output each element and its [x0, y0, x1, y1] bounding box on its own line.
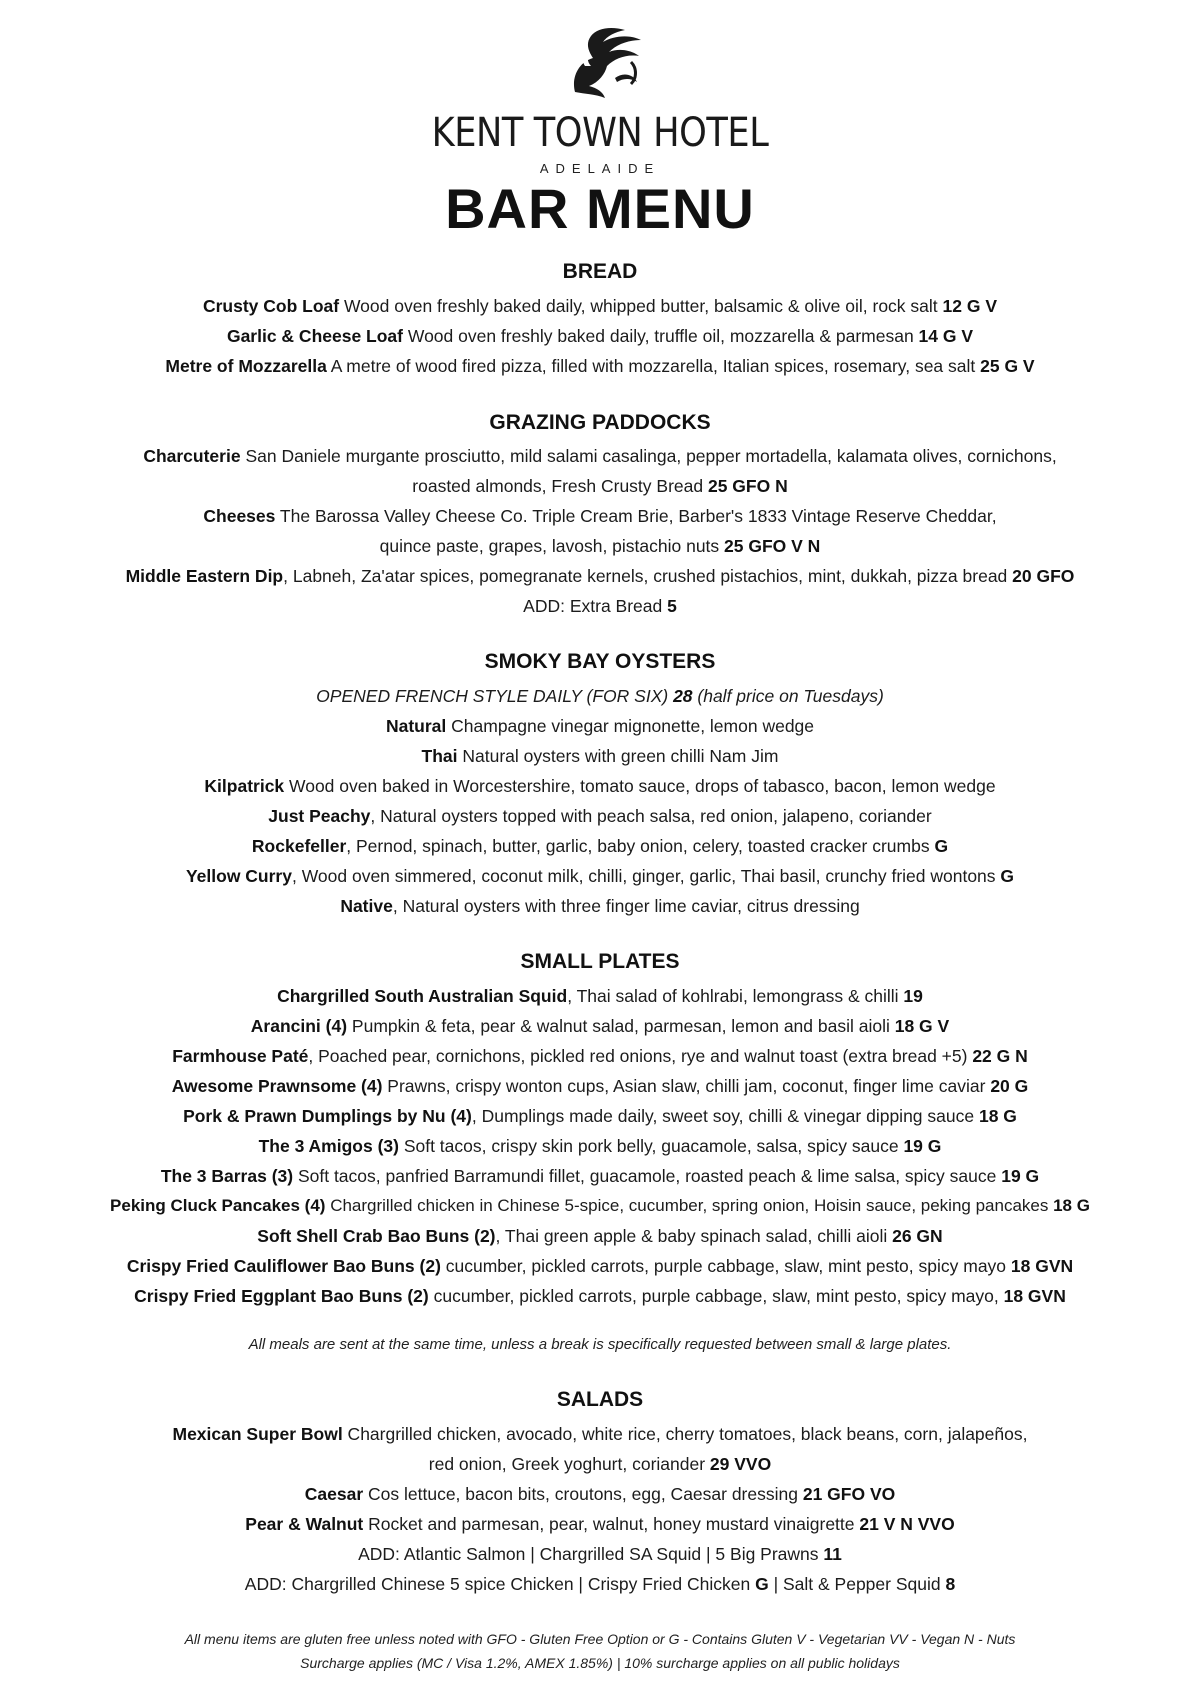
- menu-item: [0, 1482, 1200, 1506]
- item-price: G: [1000, 866, 1015, 886]
- subtitle-text: OPENED FRENCH STYLE DAILY (FOR SIX): [316, 686, 674, 706]
- item-name: Soft Shell Crab Bao Buns (2): [257, 1226, 496, 1246]
- item-name: Pork & Prawn Dumplings by Nu (4): [183, 1106, 472, 1126]
- menu-item: [0, 864, 1200, 888]
- section-title-oysters: SMOKY BAY OYSTERS: [484, 650, 716, 673]
- item-name: Crispy Fried Cauliflower Bao Buns (2): [126, 1256, 441, 1276]
- item-desc: cucumber, pickled carrots, purple cabbage, slaw, mint pesto, spicy mayo,: [428, 1286, 1004, 1306]
- item-price: 14 G V: [918, 326, 974, 346]
- oysters-subtitle: [0, 684, 1200, 708]
- item-name: Caesar: [304, 1484, 364, 1504]
- menu-item: [0, 564, 1200, 588]
- menu-add: [0, 1572, 1200, 1596]
- item-desc: , Thai green apple & baby spinach salad, chilli aioli: [495, 1226, 893, 1246]
- menu-item: [0, 294, 1200, 318]
- item-name: Crusty Cob Loaf: [202, 296, 340, 316]
- item-desc: , Thai salad of kohlrabi, lemongrass & chilli: [567, 986, 904, 1006]
- item-price: 19 G: [1001, 1166, 1040, 1186]
- item-price: 21 GFO VO: [802, 1484, 896, 1504]
- item-desc: Soft tacos, panfried Barramundi fillet, guacamole, roasted peach & lime salsa, spicy sauce: [293, 1166, 1002, 1186]
- item-name: Middle Eastern Dip: [125, 566, 284, 586]
- add-label: ADD: Extra Bread: [523, 596, 668, 616]
- item-price: 18 G: [978, 1106, 1017, 1126]
- item-name: Chargrilled South Australian Squid: [277, 986, 568, 1006]
- dietary-legend: All menu items are gluten free unless noted with GFO - Gluten Free Option or G - Contains Gluten V - Vegetarian VV - Vegan N - Nuts: [184, 1631, 1016, 1647]
- menu-title: BAR MENU: [445, 177, 755, 240]
- item-price: 26 GN: [892, 1226, 943, 1246]
- item-price: 18 G: [1053, 1196, 1090, 1215]
- menu-item: [0, 1194, 1200, 1218]
- item-name: Rockefeller: [251, 836, 347, 856]
- item-desc: San Daniele murgante prosciutto, mild salami casalinga, pepper mortadella, kalamata olives, cornichons,: [240, 446, 1057, 466]
- item-price: 18 G V: [894, 1016, 950, 1036]
- item-price: 25 G V: [980, 356, 1035, 376]
- item-price: 29 VVO: [709, 1454, 772, 1474]
- item-price: 19 G: [903, 1136, 942, 1156]
- menu-item: [0, 714, 1200, 738]
- item-desc: The Barossa Valley Cheese Co. Triple Cream Brie, Barber's 1833 Vintage Reserve Cheddar,: [275, 506, 997, 526]
- item-name: Garlic & Cheese Loaf: [226, 326, 403, 346]
- item-desc: Pumpkin & feta, pear & walnut salad, parmesan, lemon and basil aioli: [347, 1016, 895, 1036]
- section-title-bread: BREAD: [562, 260, 638, 283]
- menu-item: [0, 354, 1200, 378]
- item-price: 20 GFO: [1012, 566, 1075, 586]
- menu-item: [0, 894, 1200, 918]
- menu-item: [0, 1104, 1200, 1128]
- item-name: Awesome Prawnsome (4): [171, 1076, 383, 1096]
- menu-item-cont: [0, 534, 1200, 558]
- menu-item: [0, 504, 1200, 528]
- item-desc: Soft tacos, crispy skin pork belly, guacamole, salsa, spicy sauce: [398, 1136, 904, 1156]
- brand-name: KENT TOWN HOTEL: [431, 110, 769, 156]
- item-desc: roasted almonds, Fresh Crusty Bread: [412, 476, 708, 496]
- item-name: The 3 Barras (3): [160, 1166, 294, 1186]
- menu-add: [0, 594, 1200, 618]
- item-desc: , Natural oysters topped with peach salsa, red onion, jalapeno, coriander: [370, 806, 932, 826]
- item-desc: , Labneh, Za'atar spices, pomegranate kernels, crushed pistachios, mint, dukkah, pizza bread: [283, 566, 1013, 586]
- item-name: Peking Cluck Pancakes (4): [110, 1196, 326, 1215]
- item-price: G: [934, 836, 949, 856]
- item-name: Just Peachy: [268, 806, 371, 826]
- menu-item: [0, 444, 1200, 468]
- item-name: Crispy Fried Eggplant Bao Buns (2): [134, 1286, 429, 1306]
- subtitle-note: (half price on Tuesdays): [692, 686, 884, 706]
- menu-item: [0, 984, 1200, 1008]
- meals-note: All meals are sent at the same time, unless a break is specifically requested between small & large plates.: [248, 1336, 952, 1353]
- menu-item: [0, 324, 1200, 348]
- item-desc: Wood oven freshly baked daily, truffle oil, mozzarella & parmesan: [403, 326, 919, 346]
- item-desc: red onion, Greek yoghurt, coriander: [428, 1454, 710, 1474]
- item-desc: quince paste, grapes, lavosh, pistachio nuts: [379, 536, 725, 556]
- menu-add: [0, 1542, 1200, 1566]
- item-price: 20 G: [990, 1076, 1029, 1096]
- item-name: Natural: [385, 716, 447, 736]
- item-desc: , Dumplings made daily, sweet soy, chilli & vinegar dipping sauce: [471, 1106, 979, 1126]
- add-price: 11: [823, 1544, 842, 1564]
- section-title-salads: SALADS: [556, 1388, 644, 1411]
- item-name: Arancini (4): [250, 1016, 348, 1036]
- menu-item: [0, 1284, 1200, 1308]
- brand-city: ADELAIDE: [539, 161, 661, 176]
- item-desc: Chargrilled chicken in Chinese 5-spice, cucumber, spring onion, Hoisin sauce, peking pancakes: [325, 1196, 1054, 1215]
- item-price: 22 G N: [972, 1046, 1028, 1066]
- item-desc: Natural oysters with green chilli Nam Jim: [457, 746, 779, 766]
- item-desc: Wood oven baked in Worcestershire, tomato sauce, drops of tabasco, bacon, lemon wedge: [284, 776, 996, 796]
- item-price: 25 GFO V N: [724, 536, 821, 556]
- item-desc: cucumber, pickled carrots, purple cabbage, slaw, mint pesto, spicy mayo: [440, 1256, 1011, 1276]
- menu-item: [0, 1014, 1200, 1038]
- item-desc: Wood oven freshly baked daily, whipped butter, balsamic & olive oil, rock salt: [339, 296, 943, 316]
- item-desc: A metre of wood fired pizza, filled with mozzarella, Italian spices, rosemary, sea salt: [326, 356, 981, 376]
- item-price: 12 G V: [942, 296, 998, 316]
- item-name: Cheeses: [203, 506, 276, 526]
- item-desc: Prawns, crispy wonton cups, Asian slaw, chilli jam, coconut, finger lime caviar: [382, 1076, 991, 1096]
- add-label: ADD: Atlantic Salmon | Chargrilled SA Squid | 5 Big Prawns: [358, 1544, 824, 1564]
- menu-item: [0, 1512, 1200, 1536]
- menu-item: [0, 1074, 1200, 1098]
- menu-item: [0, 1134, 1200, 1158]
- menu-item: [0, 1164, 1200, 1188]
- item-name: The 3 Amigos (3): [258, 1136, 399, 1156]
- item-desc: , Wood oven simmered, coconut milk, chilli, ginger, garlic, Thai basil, crunchy fried wontons: [291, 866, 1001, 886]
- item-price: 21 V N VVO: [859, 1514, 955, 1534]
- item-name: Metre of Mozzarella: [165, 356, 327, 376]
- item-desc: Chargrilled chicken, avocado, white rice, cherry tomatoes, black beans, corn, jalapeños,: [342, 1424, 1028, 1444]
- add-label: ADD: Chargrilled Chinese 5 spice Chicken | Crispy Fried Chicken: [244, 1574, 756, 1594]
- logo: [0, 22, 1200, 92]
- menu-item: [0, 804, 1200, 828]
- item-price: 19: [903, 986, 923, 1006]
- item-desc: Champagne vinegar mignonette, lemon wedge: [446, 716, 815, 736]
- item-desc: Rocket and parmesan, pear, walnut, honey mustard vinaigrette: [363, 1514, 860, 1534]
- menu-item-cont: [0, 1452, 1200, 1476]
- menu-item: [0, 1044, 1200, 1068]
- menu-item: [0, 834, 1200, 858]
- add-price: 5: [667, 596, 677, 616]
- item-name: Mexican Super Bowl: [172, 1424, 343, 1444]
- item-desc: , Poached pear, cornichons, pickled red onions, rye and walnut toast (extra bread +5): [308, 1046, 973, 1066]
- item-desc: Cos lettuce, bacon bits, croutons, egg, Caesar dressing: [363, 1484, 803, 1504]
- add-label-cont: | Salt & Pepper Squid: [768, 1574, 946, 1594]
- menu-item: [0, 1422, 1200, 1446]
- item-name: Thai: [421, 746, 458, 766]
- section-title-small-plates: SMALL PLATES: [520, 950, 680, 973]
- menu-item-cont: [0, 474, 1200, 498]
- surcharge-note: Surcharge applies (MC / Visa 1.2%, AMEX 1.85%) | 10% surcharge applies on all public holidays: [300, 1655, 900, 1671]
- subtitle-price: 28: [673, 686, 693, 706]
- item-name: Kilpatrick: [204, 776, 285, 796]
- menu-item: [0, 774, 1200, 798]
- item-name: Farmhouse Paté: [172, 1046, 309, 1066]
- item-name: Yellow Curry: [185, 866, 292, 886]
- item-price: 18 GVN: [1010, 1256, 1074, 1276]
- menu-item: [0, 744, 1200, 768]
- swan-icon: [545, 22, 655, 100]
- item-name: Charcuterie: [143, 446, 241, 466]
- menu-item: [0, 1254, 1200, 1278]
- item-desc: , Pernod, spinach, butter, garlic, baby onion, celery, toasted cracker crumbs: [346, 836, 935, 856]
- section-title-grazing: GRAZING PADDOCKS: [489, 411, 711, 434]
- item-desc: , Natural oysters with three finger lime caviar, citrus dressing: [392, 896, 860, 916]
- item-price: 18 GVN: [1003, 1286, 1066, 1306]
- item-name: Pear & Walnut: [245, 1514, 364, 1534]
- item-name: Native: [340, 896, 393, 916]
- gluten-mark: G: [755, 1574, 769, 1594]
- add-price: 8: [945, 1574, 956, 1594]
- item-price: 25 GFO N: [707, 476, 788, 496]
- menu-item: [0, 1224, 1200, 1248]
